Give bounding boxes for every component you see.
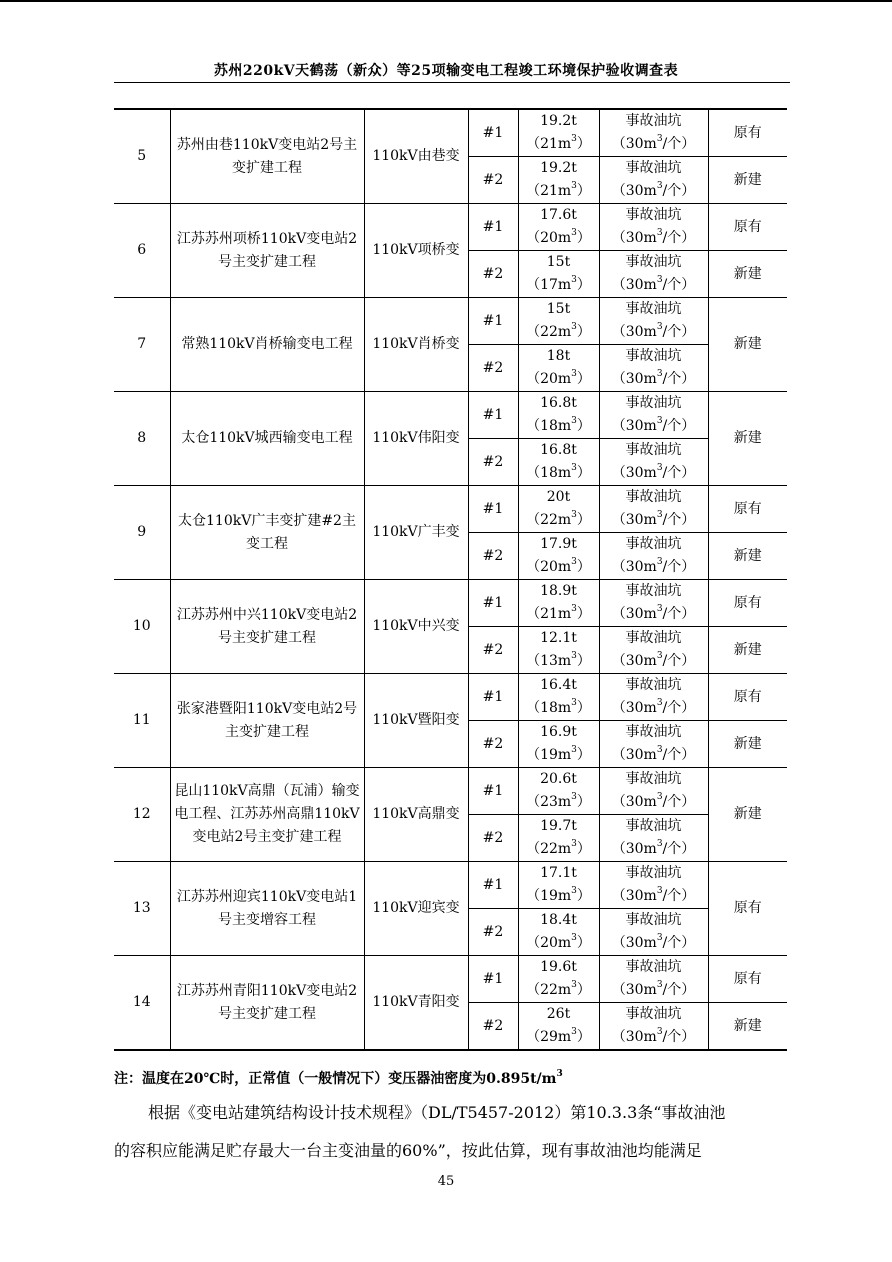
oil-weight: 18.9t [540, 583, 577, 599]
oil-pit [599, 298, 708, 345]
pit-volume: （$30m^3/$个） [611, 651, 696, 669]
transformer-id: #2 [468, 815, 518, 862]
oil-volume: $(22m^3)$ [526, 839, 591, 857]
substation-name: 110kV伟阳变 [364, 392, 468, 486]
oil-weight: 15t [546, 301, 571, 317]
project-name: 昆山110kV高鼎（瓦浦）输变电工程、江苏苏州高鼎110kV变电站2号主变扩建工程 [170, 768, 364, 862]
row-number: 11 [114, 674, 170, 768]
pit-volume: （$30m^3/$个） [611, 1027, 696, 1045]
substation-name: 110kV项桥变 [364, 204, 468, 298]
status-cell: 新建 [708, 392, 787, 486]
pit-type: 事故油坑 [625, 1006, 682, 1022]
pit-type: 事故油坑 [625, 301, 682, 317]
status-cell: 原有 [708, 109, 787, 157]
status-cell: 原有 [708, 486, 787, 533]
transformer-id: #2 [468, 533, 518, 580]
pit-volume: （$30m^3/$个） [611, 698, 696, 716]
oil-pit [599, 486, 708, 533]
project-name: 常熟110kV肖桥输变电工程 [170, 298, 364, 392]
oil-amount [518, 862, 599, 909]
pit-type: 事故油坑 [625, 677, 682, 693]
row-number: 10 [114, 580, 170, 674]
oil-pit [599, 862, 708, 909]
oil-pit [599, 674, 708, 721]
table-note: 注：温度在20℃时，正常值（一般情况下）变压器油密度为$0.895t/m^3$ [114, 1069, 563, 1087]
transformer-id: #1 [468, 109, 518, 157]
status-cell: 新建 [708, 157, 787, 204]
pit-volume: （$30m^3/$个） [611, 181, 696, 199]
pit-type: 事故油坑 [625, 207, 682, 223]
oil-volume: $(19m^3)$ [526, 745, 591, 763]
status-cell: 原有 [708, 204, 787, 251]
substation-name: 110kV中兴变 [364, 580, 468, 674]
oil-amount [518, 768, 599, 815]
status-cell: 新建 [708, 768, 787, 862]
pit-volume: （$30m^3/$个） [611, 228, 696, 246]
transformer-id: #1 [468, 580, 518, 627]
transformer-id: #2 [468, 439, 518, 486]
oil-volume: $(19m^3)$ [526, 886, 591, 904]
pit-type: 事故油坑 [625, 536, 682, 552]
oil-weight: 18t [546, 348, 571, 364]
row-number: 5 [114, 109, 170, 204]
oil-weight: 26t [546, 1006, 571, 1022]
table-body [114, 109, 787, 1050]
page-number: 45 [437, 1174, 455, 1189]
transformer-id: #2 [468, 157, 518, 204]
oil-volume: $(21m^3)$ [526, 134, 591, 152]
transformer-id: #1 [468, 486, 518, 533]
transformer-id: #1 [468, 862, 518, 909]
oil-amount [518, 109, 599, 157]
oil-weight: 18.4t [540, 912, 577, 928]
substation-name: 110kV迎宾变 [364, 862, 468, 956]
pit-volume: （$30m^3/$个） [611, 980, 696, 998]
oil-pit [599, 109, 708, 157]
table-row [114, 204, 787, 251]
transformer-id: #2 [468, 721, 518, 768]
oil-volume: $(17m^3)$ [526, 275, 591, 293]
pit-type: 事故油坑 [625, 771, 682, 787]
transformer-id: #1 [468, 768, 518, 815]
transformer-id: #2 [468, 251, 518, 298]
oil-pit [599, 721, 708, 768]
pit-volume: （$30m^3/$个） [611, 416, 696, 434]
pit-type: 事故油坑 [625, 583, 682, 599]
oil-amount [518, 298, 599, 345]
oil-weight: 19.7t [540, 818, 577, 834]
oil-pit [599, 815, 708, 862]
oil-weight: 19.6t [540, 959, 577, 975]
page-header: 苏州220kV天鹤荡（新众）等25项输变电工程竣工环境保护验收调查表 [213, 63, 679, 79]
table-row [114, 392, 787, 439]
oil-volume: $(22m^3)$ [526, 980, 591, 998]
pit-type: 事故油坑 [625, 254, 682, 270]
oil-amount [518, 815, 599, 862]
substation-name: 110kV肖桥变 [364, 298, 468, 392]
table-row [114, 674, 787, 721]
oil-amount [518, 486, 599, 533]
oil-amount [518, 204, 599, 251]
oil-volume: $(20m^3)$ [526, 228, 591, 246]
paragraph-line-1: 根据《变电站建筑结构设计技术规程》（DL/T5457-2012）第10.3.3条“事故油池 [148, 1103, 726, 1122]
oil-volume: $(22m^3)$ [526, 322, 591, 340]
project-name: 张家港暨阳110kV变电站2号主变扩建工程 [170, 674, 364, 768]
oil-volume: $(18m^3)$ [526, 463, 591, 481]
oil-volume: $(20m^3)$ [526, 933, 591, 951]
transformer-id: #2 [468, 627, 518, 674]
oil-volume: $(21m^3)$ [526, 181, 591, 199]
status-cell: 新建 [708, 1003, 787, 1051]
project-name: 苏州由巷110kV变电站2号主变扩建工程 [170, 109, 364, 204]
substation-name: 110kV由巷变 [364, 109, 468, 204]
oil-volume: $(23m^3)$ [526, 792, 591, 810]
pit-type: 事故油坑 [625, 442, 682, 458]
pit-type: 事故油坑 [625, 489, 682, 505]
pit-type: 事故油坑 [625, 912, 682, 928]
project-name: 江苏苏州迎宾110kV变电站1号主变增容工程 [170, 862, 364, 956]
oil-amount [518, 533, 599, 580]
table-row [114, 298, 787, 345]
top-rule [0, 0, 892, 2]
pit-type: 事故油坑 [625, 959, 682, 975]
oil-pit [599, 627, 708, 674]
table-row [114, 109, 787, 157]
oil-pit [599, 157, 708, 204]
transformer-id: #1 [468, 298, 518, 345]
pit-type: 事故油坑 [625, 113, 682, 129]
oil-weight: 17.1t [540, 865, 577, 881]
oil-pit [599, 1003, 708, 1051]
oil-amount [518, 345, 599, 392]
status-cell: 新建 [708, 251, 787, 298]
oil-volume: $(29m^3)$ [526, 1027, 591, 1045]
oil-pit [599, 909, 708, 956]
pit-volume: （$30m^3/$个） [611, 557, 696, 575]
pit-volume: （$30m^3/$个） [611, 463, 696, 481]
transformer-id: #1 [468, 204, 518, 251]
pit-volume: （$30m^3/$个） [611, 839, 696, 857]
oil-volume: $(18m^3)$ [526, 698, 591, 716]
oil-amount [518, 956, 599, 1003]
table-row [114, 580, 787, 627]
transformer-id: #1 [468, 956, 518, 1003]
oil-volume: $(21m^3)$ [526, 604, 591, 622]
pit-type: 事故油坑 [625, 160, 682, 176]
pit-volume: （$30m^3/$个） [611, 510, 696, 528]
oil-pit [599, 956, 708, 1003]
oil-volume: $(20m^3)$ [526, 557, 591, 575]
oil-amount [518, 674, 599, 721]
oil-weight: 15t [546, 254, 571, 270]
substation-name: 110kV广丰变 [364, 486, 468, 580]
oil-weight: 16.4t [540, 677, 577, 693]
substation-name: 110kV高鼎变 [364, 768, 468, 862]
row-number: 9 [114, 486, 170, 580]
oil-amount [518, 909, 599, 956]
table-row [114, 486, 787, 533]
oil-amount [518, 627, 599, 674]
oil-amount [518, 251, 599, 298]
oil-amount [518, 580, 599, 627]
substation-name: 110kV暨阳变 [364, 674, 468, 768]
oil-pit [599, 533, 708, 580]
oil-pit [599, 392, 708, 439]
pit-type: 事故油坑 [625, 395, 682, 411]
pit-type: 事故油坑 [625, 630, 682, 646]
oil-volume: $(18m^3)$ [526, 416, 591, 434]
body-paragraph [114, 1094, 790, 1170]
oil-volume: $(20m^3)$ [526, 369, 591, 387]
oil-amount [518, 439, 599, 486]
oil-volume: $(22m^3)$ [526, 510, 591, 528]
pit-type: 事故油坑 [625, 724, 682, 740]
table-row [114, 768, 787, 815]
project-name: 江苏苏州中兴110kV变电站2号主变扩建工程 [170, 580, 364, 674]
status-cell: 原有 [708, 674, 787, 721]
oil-pit [599, 768, 708, 815]
pit-type: 事故油坑 [625, 865, 682, 881]
oil-weight: 16.9t [540, 724, 577, 740]
project-name: 江苏苏州青阳110kV变电站2号主变扩建工程 [170, 956, 364, 1051]
row-number: 6 [114, 204, 170, 298]
oil-pit [599, 345, 708, 392]
row-number: 14 [114, 956, 170, 1051]
table-row [114, 956, 787, 1003]
oil-weight: 20.6t [540, 771, 577, 787]
pit-type: 事故油坑 [625, 348, 682, 364]
status-cell: 新建 [708, 533, 787, 580]
row-number: 12 [114, 768, 170, 862]
status-cell: 新建 [708, 627, 787, 674]
oil-weight: 17.9t [540, 536, 577, 552]
pit-volume: （$30m^3/$个） [611, 322, 696, 340]
transformer-id: #2 [468, 1003, 518, 1051]
oil-weight: 12.1t [540, 630, 577, 646]
pit-volume: （$30m^3/$个） [611, 134, 696, 152]
project-name: 江苏苏州项桥110kV变电站2号主变扩建工程 [170, 204, 364, 298]
header-rule [114, 82, 790, 83]
oil-weight: 19.2t [540, 160, 577, 176]
oil-pit [599, 204, 708, 251]
oil-amount [518, 157, 599, 204]
status-cell: 新建 [708, 721, 787, 768]
pit-volume: （$30m^3/$个） [611, 604, 696, 622]
paragraph-line-2: 的容积应能满足贮存最大一台主变油量的60%”，按此估算，现有事故油池均能满足 [114, 1141, 702, 1160]
status-cell: 原有 [708, 956, 787, 1003]
pit-volume: （$30m^3/$个） [611, 933, 696, 951]
project-name: 太仓110kV广丰变扩建#2主变工程 [170, 486, 364, 580]
substation-name: 110kV青阳变 [364, 956, 468, 1051]
status-cell: 原有 [708, 862, 787, 956]
status-cell: 原有 [708, 580, 787, 627]
pit-volume: （$30m^3/$个） [611, 369, 696, 387]
pit-volume: （$30m^3/$个） [611, 275, 696, 293]
oil-pit-table [114, 108, 787, 1051]
row-number: 13 [114, 862, 170, 956]
transformer-id: #2 [468, 909, 518, 956]
oil-weight: 16.8t [540, 395, 577, 411]
oil-amount [518, 392, 599, 439]
oil-weight: 20t [546, 489, 571, 505]
oil-amount [518, 721, 599, 768]
oil-pit [599, 580, 708, 627]
oil-weight: 19.2t [540, 113, 577, 129]
oil-amount [518, 1003, 599, 1051]
pit-volume: （$30m^3/$个） [611, 792, 696, 810]
row-number: 8 [114, 392, 170, 486]
transformer-id: #2 [468, 345, 518, 392]
transformer-id: #1 [468, 674, 518, 721]
oil-pit [599, 439, 708, 486]
pit-volume: （$30m^3/$个） [611, 745, 696, 763]
status-cell: 新建 [708, 298, 787, 392]
oil-weight: 16.8t [540, 442, 577, 458]
oil-volume: $(13m^3)$ [526, 651, 591, 669]
row-number: 7 [114, 298, 170, 392]
oil-weight: 17.6t [540, 207, 577, 223]
pit-type: 事故油坑 [625, 818, 682, 834]
table-row [114, 862, 787, 909]
transformer-id: #1 [468, 392, 518, 439]
oil-pit [599, 251, 708, 298]
pit-volume: （$30m^3/$个） [611, 886, 696, 904]
project-name: 太仓110kV城西输变电工程 [170, 392, 364, 486]
